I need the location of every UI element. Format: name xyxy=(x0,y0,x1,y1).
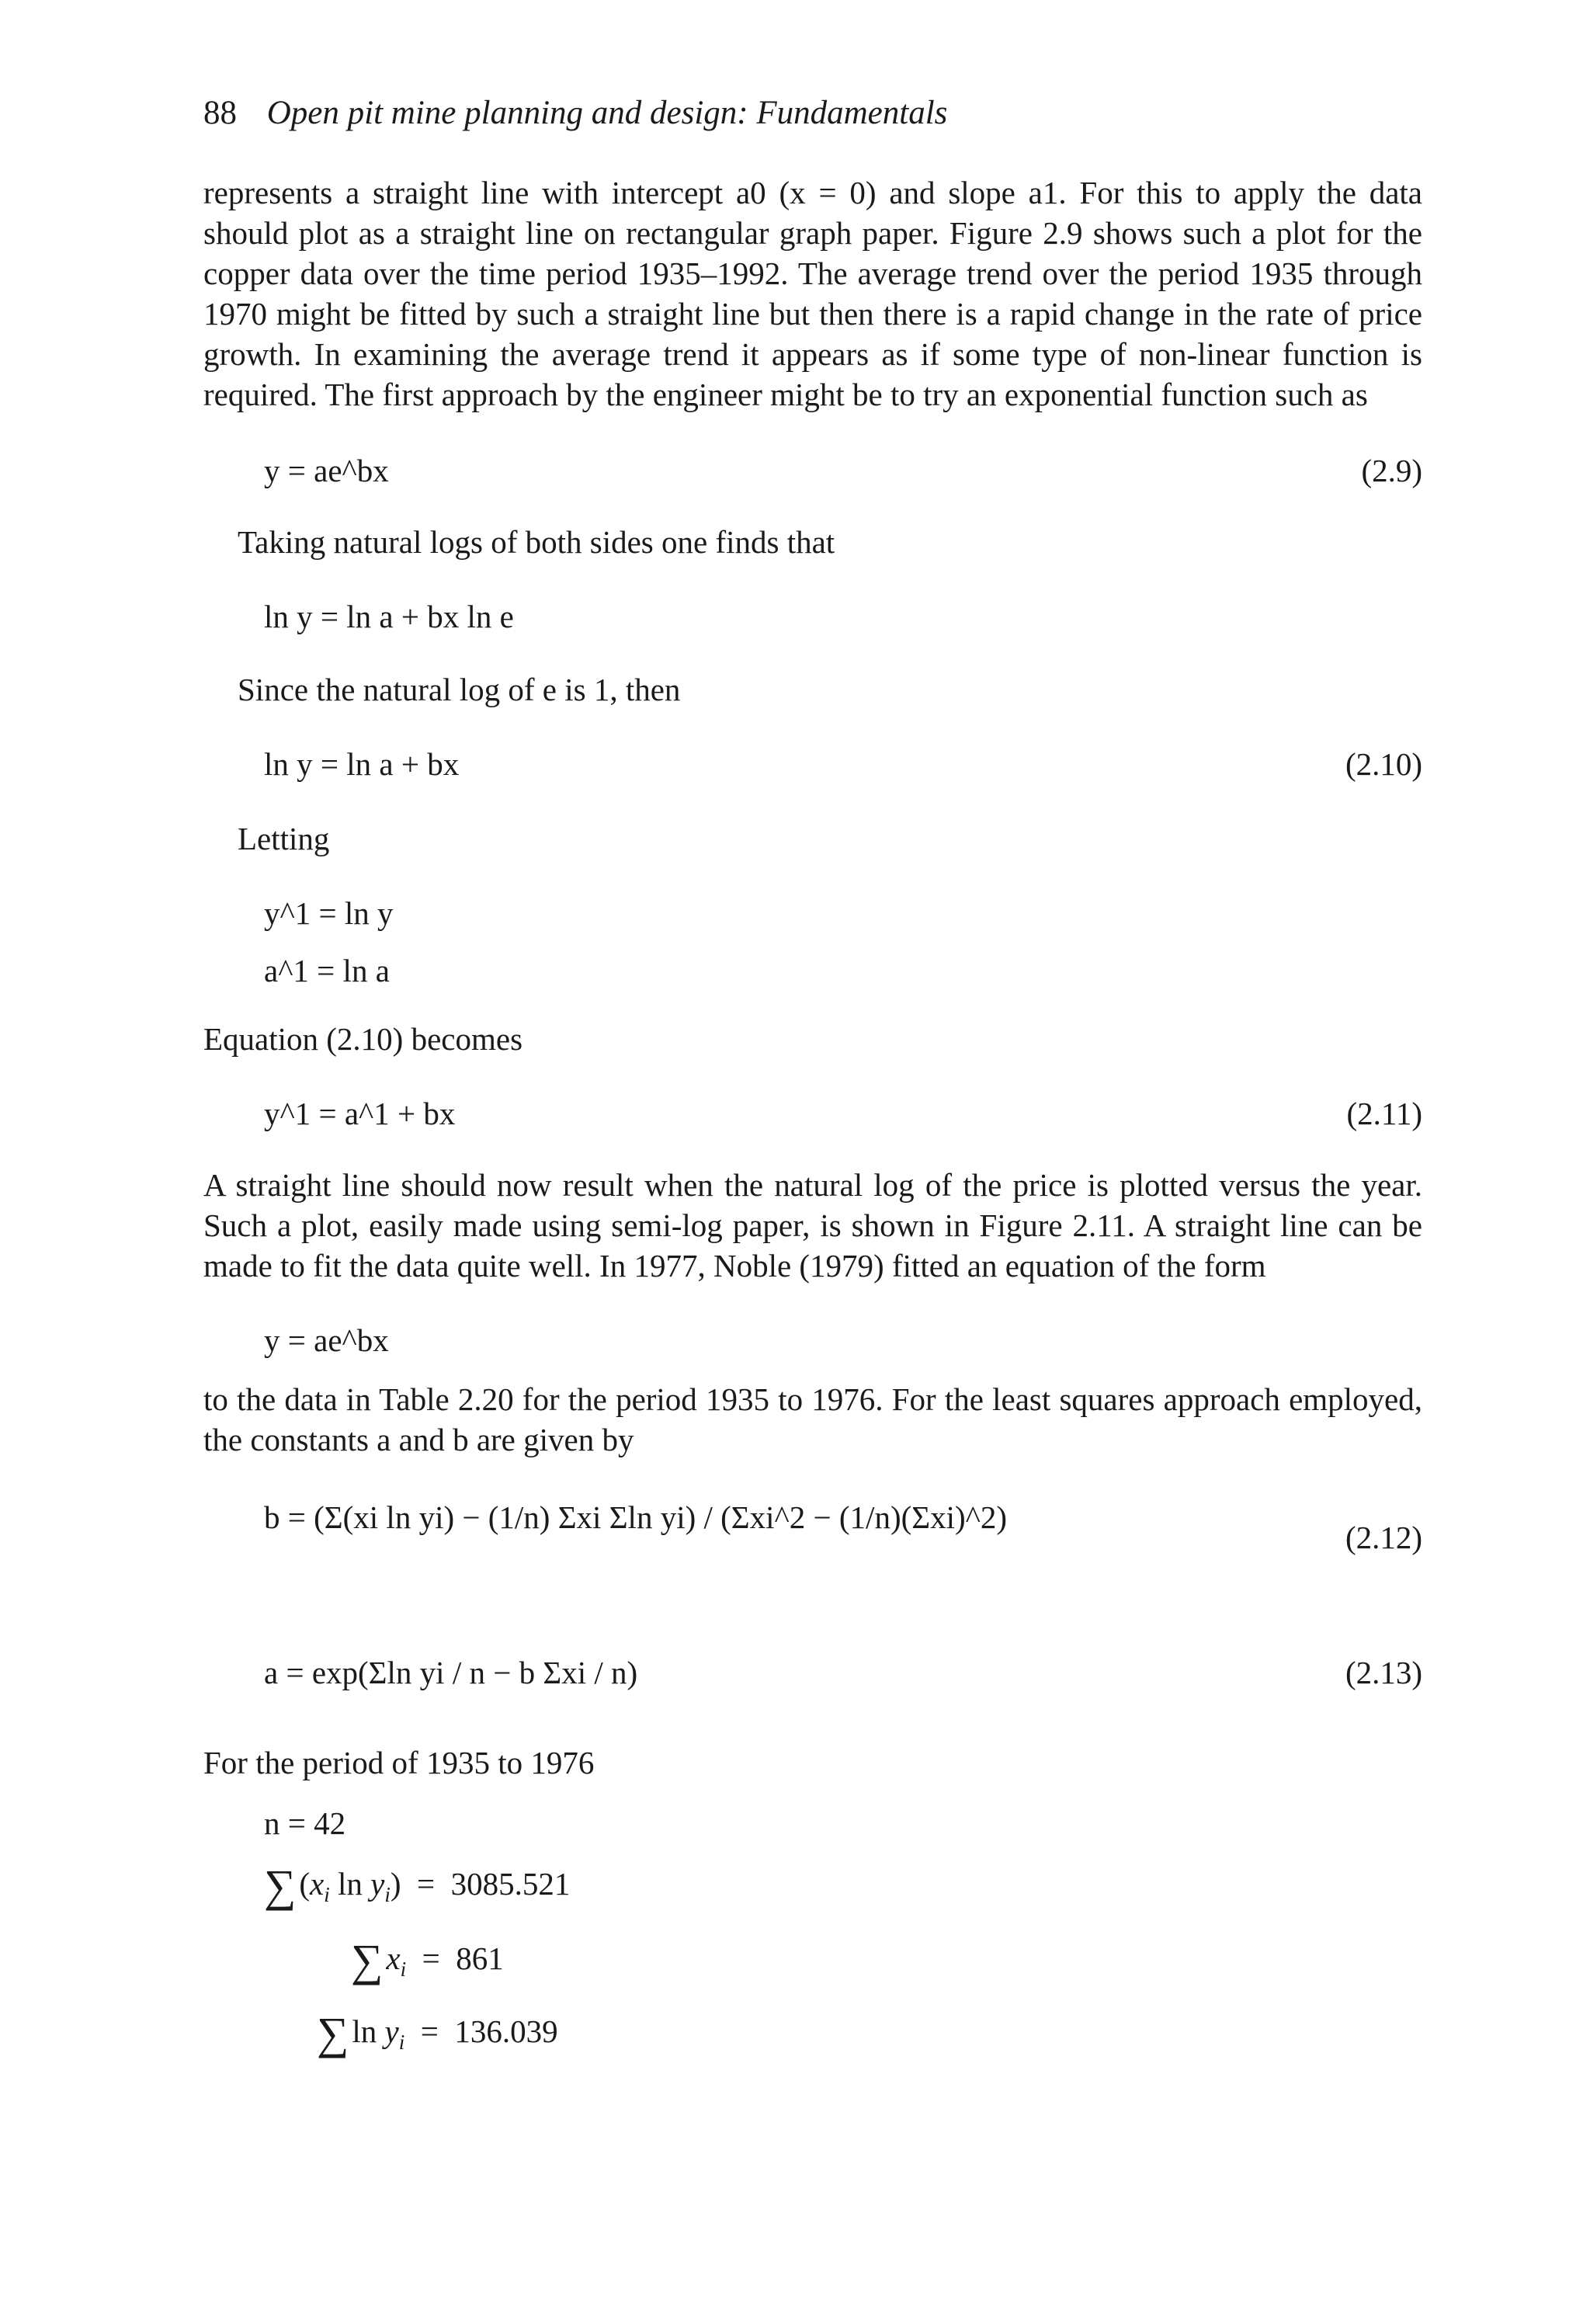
paragraph-natural-log-e: Since the natural log of e is 1, then xyxy=(238,672,681,707)
value-sum-xi: 861 xyxy=(456,1940,504,1976)
equation-2-11: y^1 = a^1 + bx xyxy=(264,1096,456,1131)
sigma-symbol: ∑ xyxy=(351,1935,384,1985)
paragraph-straight-line xyxy=(203,1165,1422,1286)
paragraph-text: A straight line should now result when the natural log of the price is plotted versus the year. Such a plot, easily made using semi-log paper, is shown in Figure 2.11. A straight line can be made to fit the data quite well. In 1977, Noble (1979) fitted an equation of the form xyxy=(203,1167,1422,1284)
equation-2-9: y = ae^bx xyxy=(264,453,389,488)
paragraph-intro xyxy=(203,172,1422,415)
running-header xyxy=(203,93,947,134)
paragraph-letting: Letting xyxy=(238,821,330,856)
equation-ln-expansion: ln y = ln a + bx ln e xyxy=(264,599,514,634)
paragraph-equation-becomes: Equation (2.10) becomes xyxy=(203,1021,523,1057)
sigma-symbol: ∑ xyxy=(317,2008,349,2058)
equation-number-2-13: (2.13) xyxy=(1345,1655,1422,1690)
sigma-symbol: ∑ xyxy=(264,1860,297,1911)
value-sum-lnyi: 136.039 xyxy=(454,2013,558,2049)
equation-number-2-12: (2.12) xyxy=(1345,1520,1422,1555)
equation-number-2-9: (2.9) xyxy=(1361,453,1422,488)
equation-2-13: a = exp(Σln yi / n − b Σxi / n) xyxy=(264,1655,638,1690)
paragraph-text: represents a straight line with intercept a0 (x = 0) and slope a1. For this to apply the data should plot as a straight line on rectangular graph paper. Figure 2.9 shows such a plot for the copper data over the time period 1935–1992. The average trend over the period 1935 through 1970 might be fitted by such a straight line but then there is a rapid change in the rate of price growth. In examining the average trend it appears as if some type of non-linear function is required. The first approach by the engineer might be to try an exponential function such as xyxy=(203,175,1422,412)
equation-number-2-11: (2.11) xyxy=(1346,1096,1422,1131)
page-number: 88 xyxy=(203,95,237,131)
row-sum-xi: $\sum x_i = 861$ xyxy=(351,1935,504,1985)
equation-2-10: ln y = ln a + bx xyxy=(264,746,460,782)
book-title: Open pit mine planning and design: Fundamentals xyxy=(266,95,948,131)
paragraph-text: to the data in Table 2.20 for the period 1935 to 1976. For the least squares approach employed, the constants a and b are given by xyxy=(203,1381,1422,1457)
paragraph-least-squares xyxy=(203,1379,1422,1460)
paragraph-period: For the period of 1935 to 1976 xyxy=(203,1745,595,1780)
equation-exponential-form: y = ae^bx xyxy=(264,1322,389,1358)
row-sum-xi-lnyi: $\sum(x_i$ $\ln y_i) = 3085.521$ xyxy=(264,1860,571,1911)
equation-number-2-10: (2.10) xyxy=(1345,746,1422,782)
row-sum-lnyi: ∑ln $y_i = 136.039$ xyxy=(317,2008,558,2058)
value-n: n = 42 xyxy=(264,1805,346,1841)
equation-a1-definition: a^1 = ln a xyxy=(264,953,390,988)
value-sum-xi-lnyi: 3085.521 xyxy=(450,1866,571,1902)
equation-2-12: b = (Σ(xi ln yi) − (1/n) Σxi Σln yi) / (Σxi^2 − (1/n)(Σxi)^2) xyxy=(264,1499,1008,1535)
paragraph-natural-logs: Taking natural logs of both sides one finds that xyxy=(238,524,835,560)
equation-y1-definition: y^1 = ln y xyxy=(264,895,394,931)
